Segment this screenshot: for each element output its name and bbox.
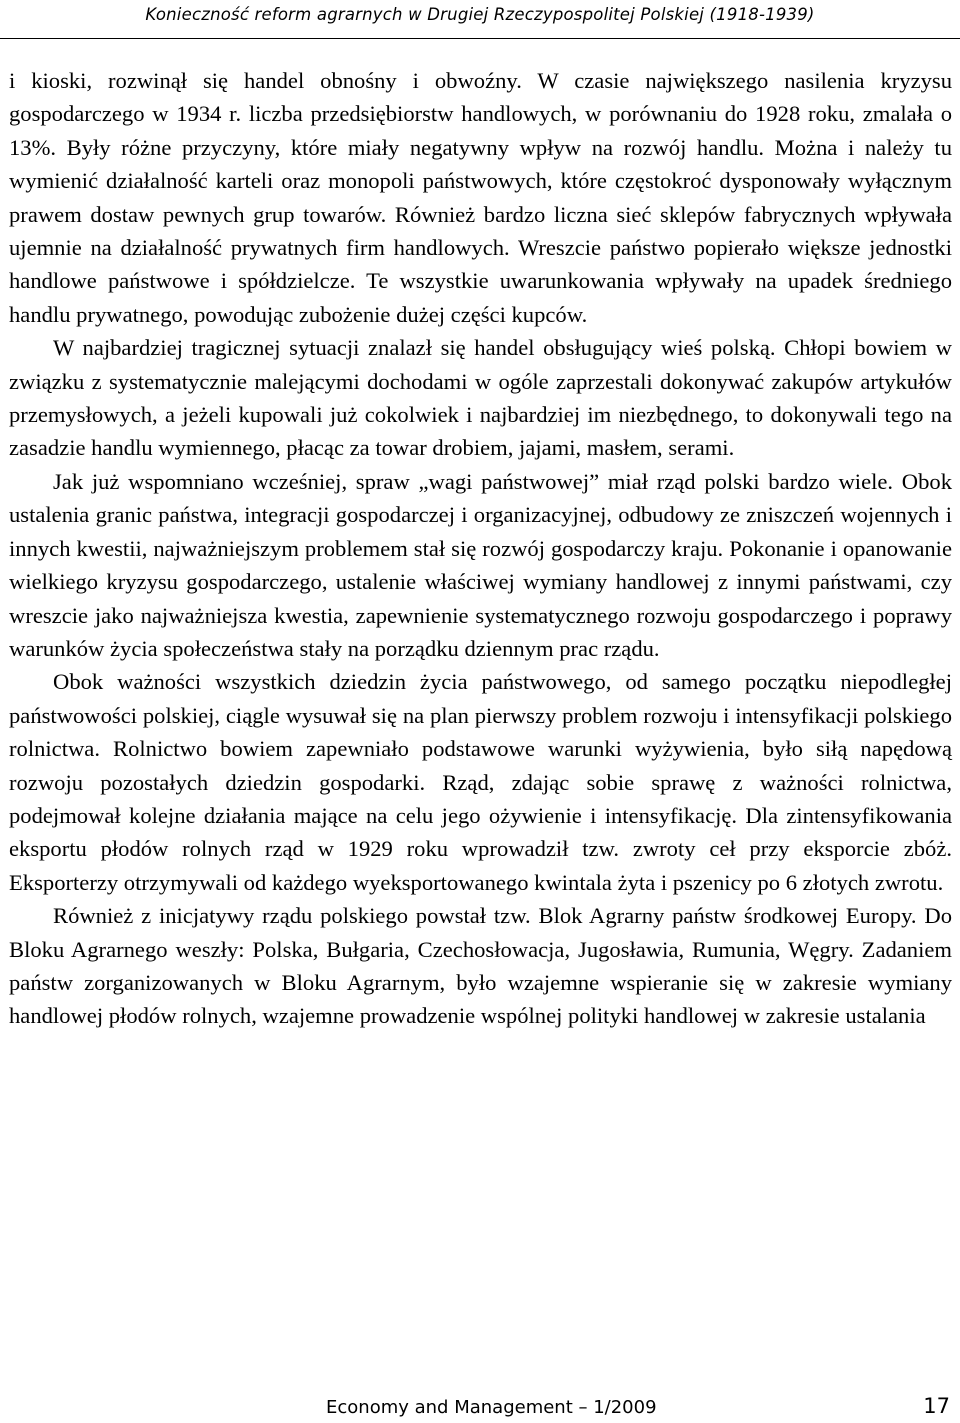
page-number: 17 <box>923 1394 950 1418</box>
paragraph-1: i kioski, rozwinął się handel obnośny i obwoźny. W czasie największego nasilenia kryzysu gospodarczego w 1934 r. liczba przedsiębiorstw handlowych, w porównaniu do 1928 roku, zmalała o 13%. Były różne przyczyny, które miały negatywny wpływ na rozwój handlu. Można i należy tu wymienić działalność karteli oraz monopoli państwowych, które częstokroć dysponowały wyłącznym prawem dostaw pewnych grup towarów. Również bardzo liczna sieć sklepów fabrycznych wpływała ujemnie na działalność prywatnych firm handlowych. Wreszcie państwo popierało większe jednostki handlowe państwowe i spółdzielcze. Te wszystkie uwarunkowania wpływały na upadek średniego handlu prywatnego, powodując zubożenie dużej części kupców. <box>9 68 952 327</box>
footer-journal-name: Economy and Management – 1/2009 <box>326 1397 657 1418</box>
running-header <box>0 0 960 39</box>
paragraph-4: Obok ważności wszystkich dziedzin życia państwowego, od samego początku niepodległej państwowości polskiej, ciągle wysuwał się na plan pierwszy problem rozwoju i intensyfikacji polskiego rolnictwa. Rolnictwo bowiem zapewniało podstawowe warunki wyżywienia, było siłą napędową rozwoju pozostałych dziedzin gospodarki. Rząd, zdając sobie sprawę z ważności rolnictwa, podejmował kolejne działania mające na celu jego ożywienie i intensyfikację. Dla zintensyfikowania eksportu płodów rolnych rząd w 1929 roku wprowadził tzw. zwroty ceł przy eksporcie zbóż. Eksporterzy otrzymywali od każdego wyeksportowanego kwintala żyta i pszenicy po 6 złotych zwrotu. <box>9 669 952 895</box>
article-body <box>9 64 952 1033</box>
running-header-title: Konieczność reform agrarnych w Drugiej Rzeczypospolitej Polskiej (1918-1939) <box>145 5 815 24</box>
page-footer <box>0 1392 960 1423</box>
paragraph-3: Jak już wspomniano wcześniej, spraw „wagi państwowej” miał rząd polski bardzo wiele. Obok ustalenia granic państwa, integracji gospodarczej i organizacyjnej, odbudowy ze zniszczeń wojennych i innych kwestii, najważniejszym problemem stał się rozwój gospodarczy kraju. Pokonanie i opanowanie wielkiego kryzysu gospodarczego, ustalenie właściwej wymiany handlowej z innymi państwami, czy wreszcie jako najważniejsza kwestia, zapewnienie systematycznego rozwoju gospodarczego i poprawy warunków życia społeczeństwa stały na porządku dziennym prac rządu. <box>9 468 952 661</box>
paragraph-2: W najbardziej tragicznej sytuacji znalazł się handel obsługujący wieś polską. Chłopi bowiem w związku z systematycznie malejącymi dochodami w ogóle zaprzestali dokonywać zakupów artykułów przemysłowych, a jeżeli kupowali już cokolwiek i najbardziej im niezbędnego, to dokonywali tego na zasadzie handlu wymiennego, płacąc za towar drobiem, jajami, masłem, serami. <box>9 335 952 461</box>
paragraph-5: Również z inicjatywy rządu polskiego powstał tzw. Blok Agrarny państw środkowej Europy. Do Bloku Agrarnego weszły: Polska, Bułgaria, Czechosłowacja, Jugosławia, Rumunia, Węgry. Zadaniem państw zorganizowanych w Bloku Agrarnym, było wzajemne wspieranie się w zakresie wymiany handlowej płodów rolnych, wzajemne prowadzenie wspólnej polityki handlowej w zakresie ustalania <box>9 903 952 1029</box>
